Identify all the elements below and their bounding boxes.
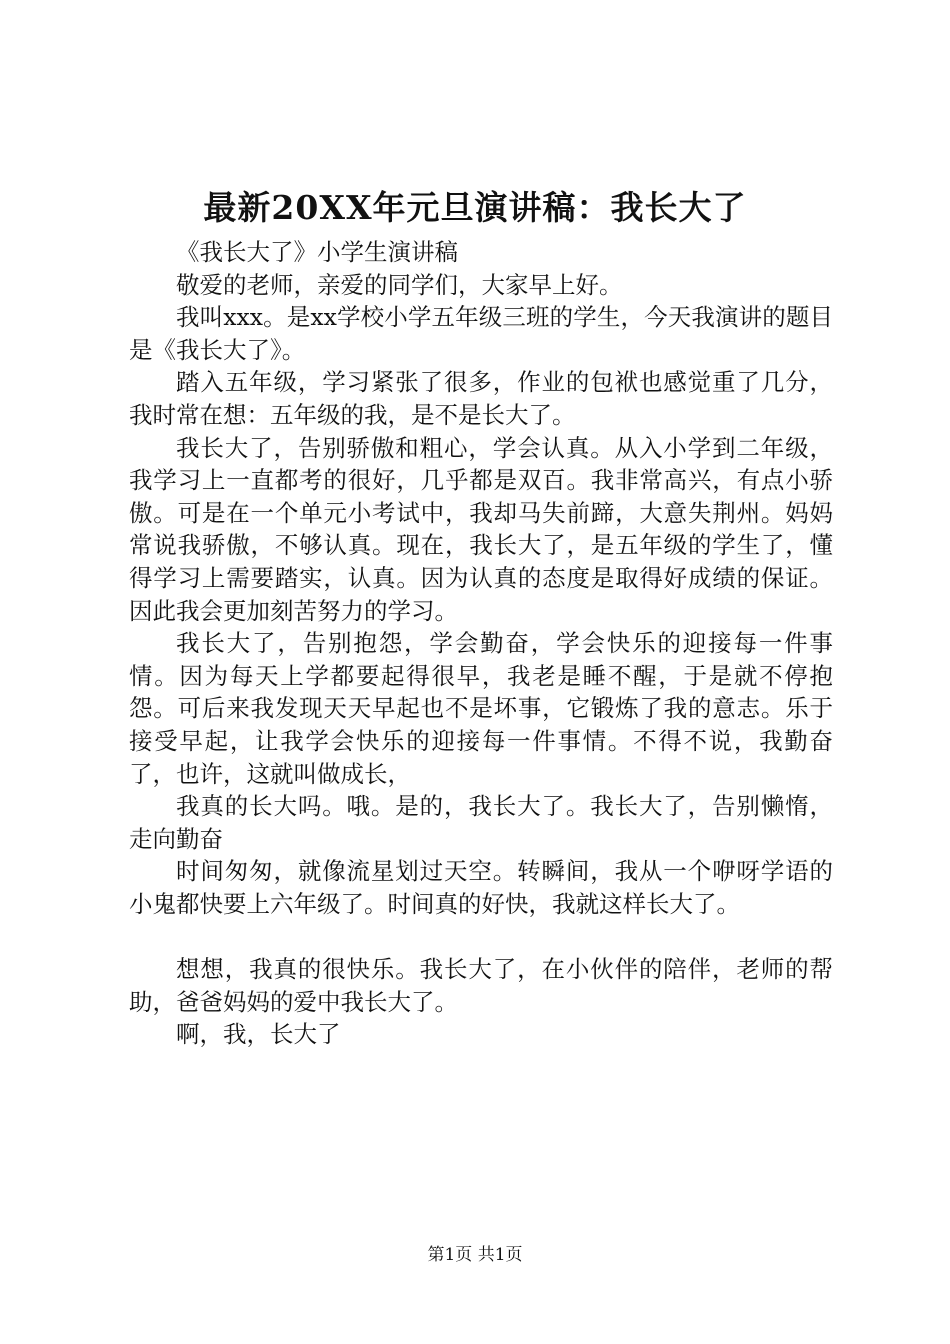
paragraph-speech-heading: 《我长大了》小学生演讲稿: [176, 238, 458, 266]
paragraph-careful: 我长大了，告别骄傲和粗心，学会认真。从入小学到二年级，我学习上一直都考的很好，几乎都是双百。我非常高兴，有点小骄傲。可是在一个单元小考试中，我却马失前蹄，大意失荆州。妈妈常说我骄傲，不够认真。现在，我长大了，是五年级的学生了，懂得学习上需要踏实，认真。因为认真的态度是取得好成绩的保证。因此我会更加刻苦努力的学习。: [129, 433, 833, 625]
paragraph-fifth-grade: 踏入五年级，学习紧张了很多，作业的包袱也感觉重了几分，我时常在想：五年级的我，是不是长大了。: [129, 368, 833, 429]
paragraph-greeting: 敬爱的老师，亲爱的同学们，大家早上好。: [176, 270, 623, 299]
page-footer: 第1页 共1页: [427, 1245, 523, 1265]
paragraph-time-flies: 时间匆匆，就像流星划过天空。转瞬间，我从一个咿呀学语的小鬼都快要上六年级了。时间真的好快，我就这样长大了。: [129, 857, 833, 918]
document-body: [129, 236, 833, 1051]
paragraph-diligent: 我长大了，告别抱怨，学会勤奋，学会快乐的迎接每一件事情。因为每天上学都要起得很早，我老是睡不醒，于是就不停抱怨。可后来我发现天天早起也不是坏事，它锻炼了我的意志。乐于接受早起，让我学会快乐的迎接每一件事情。不得不说，我勤奋了，也许，这就叫做成长，: [129, 629, 833, 788]
document-title: 最新20XX年元旦演讲稿：我长大了: [203, 188, 747, 227]
paragraph-grown-up: 我真的长大吗。哦。是的，我长大了。我长大了，告别懒惰，走向勤奋: [129, 792, 833, 853]
paragraph-introduction: 我叫xxx。是xx学校小学五年级三班的学生，今天我演讲的题目是《我长大了》。: [129, 303, 833, 364]
paragraph-happy: 想想，我真的很快乐。我长大了，在小伙伴的陪伴，老师的帮助，爸爸妈妈的爱中我长大了。: [129, 955, 833, 1016]
paragraph-closing: 啊，我，长大了: [176, 1020, 341, 1049]
